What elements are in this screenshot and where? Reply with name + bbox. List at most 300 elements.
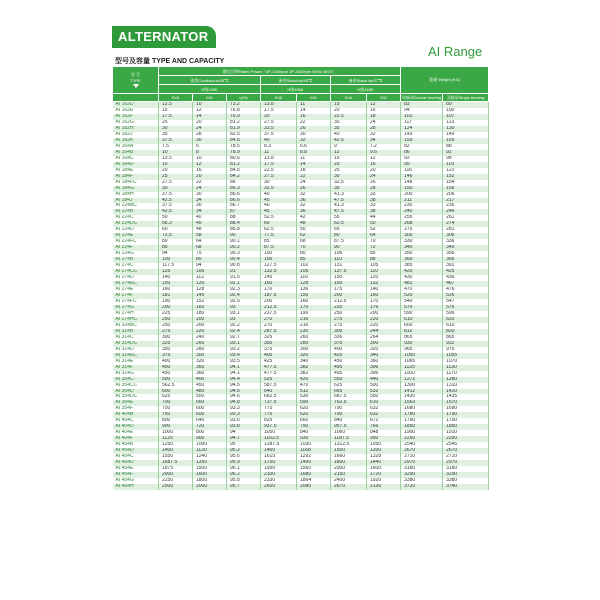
cell-kva-cont: 400 — [159, 359, 193, 365]
type-header-label: 型 号 TYPE — [130, 72, 141, 83]
cell-type: AI 274H — [113, 311, 159, 317]
cell-kw-27: 28 — [367, 186, 401, 192]
cell-kva-27: 175 — [331, 287, 367, 293]
cell-kw-27: 44 — [367, 215, 401, 221]
cell-kva-45: 270 — [261, 317, 297, 323]
cell-kva-cont: 42.5 — [159, 198, 193, 204]
cell-efficiency: 86.6 — [227, 198, 261, 204]
cell-kva-45: 87.5 — [261, 245, 297, 251]
cell-kva-45: 477.5 — [261, 365, 297, 371]
cell-weight-double: 2710 — [443, 454, 489, 460]
cell-weight-single: 3380 — [401, 478, 443, 484]
cell-kva-45: 350 — [261, 341, 297, 347]
cell-kva-27: 400 — [331, 347, 367, 353]
cell-kva-cont: 350 — [159, 347, 193, 353]
cell-kw-45: 36 — [297, 198, 331, 204]
cell-kw-cont: 30 — [193, 192, 227, 198]
cell-kva-cont: 125 — [159, 269, 193, 275]
cell-kva-45: 170 — [261, 287, 297, 293]
cell-kw-27: 33 — [367, 192, 401, 198]
cell-kw-cont: 200 — [193, 317, 227, 323]
cell-kw-27: 550 — [367, 394, 401, 400]
cell-weight-double: 1130 — [443, 365, 489, 371]
cell-type: AI 454F — [113, 472, 159, 478]
cell-kva-45: 375 — [261, 347, 297, 353]
cell-type: AI 404F — [113, 436, 159, 442]
cell-kva-27: 1500 — [331, 448, 367, 454]
cell-weight-double: 306 — [443, 233, 489, 239]
cell-weight-single: 1160 — [401, 371, 443, 377]
cell-weight-double: 610 — [443, 323, 489, 329]
cell-kva-cont: 27.5 — [159, 180, 193, 186]
cell-kw-45: 620 — [297, 406, 331, 412]
cell-kw-cont: 800 — [193, 430, 227, 436]
cell-weight-single: 1412 — [401, 389, 443, 395]
cell-kw-27: 1050 — [367, 442, 401, 448]
cell-kva-27: 375 — [331, 341, 367, 347]
cell-efficiency: 86.6 — [227, 192, 261, 198]
cell-weight-double: 547 — [443, 299, 489, 305]
cell-efficiency: 90.3 — [227, 251, 261, 257]
cell-type: AI 454G — [113, 478, 159, 484]
cell-kva-45: 187.5 — [261, 293, 297, 299]
kva-header-3: KVA — [331, 94, 367, 102]
cell-kva-45: 11 — [261, 150, 297, 156]
cell-kw-45: 150 — [297, 293, 331, 299]
cell-type: AI 274EC — [113, 281, 159, 287]
cell-weight-single: 95 — [401, 162, 443, 168]
cell-type: AI 314E — [113, 359, 159, 365]
cell-weight-double: 865 — [443, 335, 489, 341]
cell-weight-double: 206 — [443, 192, 489, 198]
cell-type: AI 162F — [113, 114, 159, 120]
cell-kva-45: 37.5 — [261, 132, 297, 138]
cell-kw-45: 26 — [297, 186, 331, 192]
weight-header: 重量 Weight (KG) — [401, 67, 489, 94]
cell-kw-45: 36 — [297, 209, 331, 215]
cell-kw-cont: 45 — [193, 221, 227, 227]
standby-27-header: 备用Stand by/27℃ — [331, 76, 401, 85]
cell-kva-cont: 56.3 — [159, 221, 193, 227]
cell-kva-27: 35 — [331, 186, 367, 192]
cell-weight-single: 590 — [401, 311, 443, 317]
cell-kw-cont: 68 — [193, 245, 227, 251]
cell-efficiency: 92.3 — [227, 287, 261, 293]
cell-kva-27: 250 — [331, 311, 367, 317]
cell-efficiency: 95 — [227, 442, 261, 448]
cell-kva-27: 957.5 — [331, 424, 367, 430]
capacity-table-body — [113, 102, 489, 490]
cell-kw-27: 18 — [367, 114, 401, 120]
cell-weight-double: 3180 — [443, 466, 489, 472]
cell-kva-27: 1800 — [331, 460, 367, 466]
cell-type: AI 184E — [113, 168, 159, 174]
cell-type: AI 354C — [113, 377, 159, 383]
cell-kva-27: 1312.5 — [331, 442, 367, 448]
cell-kva-27: 42.5 — [331, 138, 367, 144]
cell-efficiency: 88.4 — [227, 221, 261, 227]
cell-type: AI 324BC — [113, 323, 159, 329]
cell-kw-45: 62 — [297, 233, 331, 239]
cell-kw-cont: 112 — [193, 275, 227, 281]
cell-kw-45: 280 — [297, 341, 331, 347]
cell-kva-cont: 10 — [159, 150, 193, 156]
cell-type: AI 162G — [113, 120, 159, 126]
cell-kw-cont: 152 — [193, 299, 227, 305]
cell-weight-single: 540 — [401, 299, 443, 305]
cell-type: AI 162D — [113, 102, 159, 108]
cell-kva-45: 212.5 — [261, 305, 297, 311]
cell-kw-cont: 34 — [193, 209, 227, 215]
cell-weight-single: 360 — [401, 257, 443, 263]
cell-weight-single: 1780 — [401, 412, 443, 418]
cell-kva-cont: 72.5 — [159, 233, 193, 239]
cell-kva-cont: 800 — [159, 418, 193, 424]
cell-efficiency: 93.3 — [227, 412, 261, 418]
cell-efficiency: 94.6 — [227, 389, 261, 395]
cell-efficiency: 93.1 — [227, 341, 261, 347]
cell-weight-single: 470 — [401, 287, 443, 293]
cell-weight-single: 143 — [401, 132, 443, 138]
cell-kw-45: 30 — [297, 132, 331, 138]
cell-kw-cont: 640 — [193, 418, 227, 424]
cell-type: AI 314DC — [113, 341, 159, 347]
cell-weight-double: 1910 — [443, 430, 489, 436]
cell-kva-45: 937.5 — [261, 424, 297, 430]
cell-kw-45: 32 — [297, 192, 331, 198]
cell-weight-single: 255 — [401, 215, 443, 221]
cell-type: AI 274HC — [113, 317, 159, 323]
cell-efficiency: 87 — [227, 209, 261, 215]
cell-weight-double: 1170 — [443, 371, 489, 377]
cell-kw-cont: 30 — [193, 203, 227, 209]
cell-kw-27: 160 — [367, 293, 401, 299]
cell-efficiency: 90.8 — [227, 263, 261, 269]
cell-type: AI 274FC — [113, 299, 159, 305]
cell-kw-cont: 120 — [193, 281, 227, 287]
cell-kw-45: 160 — [297, 299, 331, 305]
cell-kva-45: 52.5 — [261, 215, 297, 221]
cell-kw-45: 216 — [297, 317, 331, 323]
cell-kva-cont: 25 — [159, 174, 193, 180]
rated-power-header: 额定功率Rated Power（4P-1500rpm 2P-3000rpm 50Hz 400V） — [159, 67, 401, 76]
cell-kw-27: 440 — [367, 377, 401, 383]
cell-weight-double: 92 — [443, 150, 489, 156]
cell-efficiency: 93.1 — [227, 311, 261, 317]
cell-weight-single: 1272 — [401, 377, 443, 383]
kva-header-1: KVA — [159, 94, 193, 102]
cell-kva-45: 60 — [261, 221, 297, 227]
cell-weight-single: 159 — [401, 138, 443, 144]
cell-kw-45: 1168 — [297, 448, 331, 454]
cell-kva-45: 662.5 — [261, 394, 297, 400]
cell-type: AI 224DC — [113, 221, 159, 227]
cell-kva-cont: 200 — [159, 305, 193, 311]
cell-kw-45: 16 — [297, 114, 331, 120]
standby-45-header: 备用Stand by/45℃ — [261, 76, 331, 85]
cell-kw-cont: 64 — [193, 239, 227, 245]
cell-kw-45: 1030 — [297, 442, 331, 448]
cell-type: AI 314B — [113, 329, 159, 335]
cell-weight-single: 3290 — [401, 472, 443, 478]
cell-weight-single: 570 — [401, 305, 443, 311]
cell-type: AI 224B — [113, 209, 159, 215]
cell-weight-single: 2540 — [401, 442, 443, 448]
cell-kw-45: 26 — [297, 126, 331, 132]
cell-kva-27: 425 — [331, 353, 367, 359]
cell-kw-cont: 1240 — [193, 454, 227, 460]
cell-weight-double: 366 — [443, 257, 489, 263]
cell-kva-cont: 750 — [159, 406, 193, 412]
cell-kva-27: 22.5 — [331, 114, 367, 120]
cell-weight-single: 200 — [401, 192, 443, 198]
cell-kw-cont: 1000 — [193, 442, 227, 448]
cell-efficiency: 93 — [227, 305, 261, 311]
cell-efficiency: 93.2 — [227, 347, 261, 353]
cell-kw-27: 72 — [367, 245, 401, 251]
cell-kva-45: 22.5 — [261, 168, 297, 174]
cell-type: AI 164D — [113, 162, 159, 168]
cell-kva-cont: 150 — [159, 281, 193, 287]
cell-efficiency: 92.7 — [227, 335, 261, 341]
cell-kw-45: 530 — [297, 394, 331, 400]
cell-kva-27: 1060 — [331, 430, 367, 436]
cell-kw-cont: 75 — [193, 251, 227, 257]
cell-kw-27: 1200 — [367, 448, 401, 454]
cell-type: AI 404B — [113, 412, 159, 418]
cell-weight-single: 1790 — [401, 418, 443, 424]
cell-type: AI 274CC — [113, 269, 159, 275]
cell-kw-45: 216 — [297, 323, 331, 329]
cell-kw-27: 85 — [367, 251, 401, 257]
cell-weight-single: 2710 — [401, 454, 443, 460]
cell-kw-45: 230 — [297, 329, 331, 335]
cell-kva-cont: 1687.5 — [159, 460, 193, 466]
cell-weight-single: 520 — [401, 293, 443, 299]
cell-kw-45: 1680 — [297, 472, 331, 478]
cell-weight-single: 146 — [401, 174, 443, 180]
cell-weight-single: 92 — [401, 156, 443, 162]
cell-kw-45: 512 — [297, 389, 331, 395]
cell-kw-45: 382 — [297, 371, 331, 377]
cell-efficiency: 95.6 — [227, 454, 261, 460]
cell-kw-cont: 20 — [193, 174, 227, 180]
cell-kw-45: 18 — [297, 168, 331, 174]
cell-weight-double: 165 — [443, 138, 489, 144]
cell-kw-cont: 145 — [193, 293, 227, 299]
cell-kva-cont: 375 — [159, 353, 193, 359]
cell-kva-45: 325 — [261, 335, 297, 341]
cell-type: AI 274G — [113, 305, 159, 311]
cell-weight-double: 89 — [443, 102, 489, 108]
cell-efficiency: 86 — [227, 180, 261, 186]
cell-efficiency: 95.2 — [227, 448, 261, 454]
cell-efficiency: 94.1 — [227, 371, 261, 377]
cell-efficiency: 76.8 — [227, 108, 261, 114]
cell-type: AI 454E — [113, 466, 159, 472]
cell-type: AI 224D — [113, 227, 159, 233]
cell-kva-cont: 625 — [159, 394, 193, 400]
double-bearing-header: 双轴承Single bearing — [443, 94, 489, 102]
cell-kva-cont: 140 — [159, 275, 193, 281]
cell-kw-27: 300 — [367, 341, 401, 347]
cell-kw-27: 220 — [367, 317, 401, 323]
cell-kw-27: 632 — [367, 406, 401, 412]
cell-kva-27: 275 — [331, 323, 367, 329]
cell-weight-single: 340 — [401, 245, 443, 251]
cell-kw-27: 532 — [367, 389, 401, 395]
cell-efficiency: 92.5 — [227, 299, 261, 305]
cell-weight-double: 1790 — [443, 412, 489, 418]
cell-efficiency: 81.2 — [227, 120, 261, 126]
cell-kw-27: 12 — [367, 102, 401, 108]
cell-kva-cont: 275 — [159, 329, 193, 335]
cell-kw-45: 340 — [297, 359, 331, 365]
cell-kva-45: 27.5 — [261, 174, 297, 180]
cell-kw-45: 382 — [297, 365, 331, 371]
cell-weight-single: 83 — [401, 102, 443, 108]
cell-weight-double: 391 — [443, 263, 489, 269]
cell-efficiency: 76.9 — [227, 114, 261, 120]
cell-kw-27: 340 — [367, 353, 401, 359]
range-title: AI Range — [428, 44, 483, 59]
cell-kw-27: 632 — [367, 412, 401, 418]
cell-kva-cont: 325 — [159, 341, 193, 347]
cell-kva-cont: 700 — [159, 400, 193, 406]
cell-kw-45: 590 — [297, 400, 331, 406]
cell-kw-45: 32 — [297, 138, 331, 144]
cell-kva-cont: 2000 — [159, 472, 193, 478]
cell-kva-cont: 13.5 — [159, 156, 193, 162]
cell-kw-cont: 160 — [193, 305, 227, 311]
cell-kva-cont: 12.5 — [159, 102, 193, 108]
cell-weight-double: 281 — [443, 227, 489, 233]
cell-efficiency: 93 — [227, 317, 261, 323]
cell-kva-45: 27.5 — [261, 120, 297, 126]
cell-type: AI 454C — [113, 454, 159, 460]
cell-weight-single: 2670 — [401, 448, 443, 454]
cell-type: AI 162E — [113, 108, 159, 114]
cell-kva-cont: 1000 — [159, 430, 193, 436]
cell-kw-cont: 28 — [193, 132, 227, 138]
cell-kw-cont: 48 — [193, 227, 227, 233]
cell-efficiency: 84.5 — [227, 168, 261, 174]
cell-weight-double: 217 — [443, 198, 489, 204]
cell-kw-27: 9.6 — [367, 150, 401, 156]
cell-kw-cont: 280 — [193, 347, 227, 353]
cell-weight-single: 1050 — [401, 353, 443, 359]
cell-weight-single: 82 — [401, 144, 443, 150]
cell-kw-cont: 16 — [193, 168, 227, 174]
cell-type: AI 184G — [113, 186, 159, 192]
cell-kva-45: 587.5 — [261, 383, 297, 389]
cell-weight-double: 3290 — [443, 472, 489, 478]
cell-kva-27: 1660 — [331, 454, 367, 460]
cell-kw-cont: 600 — [193, 412, 227, 418]
cell-type: AI 314F — [113, 365, 159, 371]
cell-kva-27: 15 — [331, 156, 367, 162]
cell-kva-45: 237.5 — [261, 311, 297, 317]
cell-efficiency: 90.1 — [227, 239, 261, 245]
cell-kw-27: 264 — [367, 335, 401, 341]
cell-kw-cont: 58 — [193, 233, 227, 239]
cell-kva-27: 790 — [331, 406, 367, 412]
cell-kw-cont: 10 — [193, 156, 227, 162]
cell-kw-27: 950 — [367, 436, 401, 442]
cell-kva-45: 85 — [261, 239, 297, 245]
cell-weight-double: 1850 — [443, 424, 489, 430]
cell-type: AI 164C — [113, 156, 159, 162]
cell-weight-double: 620 — [443, 317, 489, 323]
cell-kva-27: 550 — [331, 377, 367, 383]
cell-kw-27: 140 — [367, 287, 401, 293]
cell-kva-27: 30 — [331, 120, 367, 126]
cell-kva-45: 77.5 — [261, 233, 297, 239]
cell-kw-cont: 900 — [193, 436, 227, 442]
cell-kw-cont: 1800 — [193, 478, 227, 484]
cell-kw-45: 11 — [297, 102, 331, 108]
cell-kva-cont: 300 — [159, 335, 193, 341]
cell-weight-double: 100 — [443, 108, 489, 114]
cell-kva-27: 90 — [331, 245, 367, 251]
cell-weight-single: 385 — [401, 263, 443, 269]
cell-kw-cont: 12 — [193, 162, 227, 168]
cell-kw-cont: 480 — [193, 389, 227, 395]
cell-kva-45: 32.5 — [261, 186, 297, 192]
cell-weight-single: 1430 — [401, 394, 443, 400]
cell-kva-27: 762.5 — [331, 400, 367, 406]
cell-kva-27: 220 — [331, 305, 367, 311]
cell-weight-double: 526 — [443, 293, 489, 299]
cell-kw-27: 38 — [367, 209, 401, 215]
cell-kva-45: 33.5 — [261, 126, 297, 132]
cell-type: AI 224G — [113, 251, 159, 257]
cell-type: AI 182J — [113, 132, 159, 138]
cell-weight-single: 420 — [401, 269, 443, 275]
cell-kw-45: 32 — [297, 203, 331, 209]
cell-kw-45: 1560 — [297, 466, 331, 472]
cell-kw-27: 170 — [367, 299, 401, 305]
table-row — [113, 484, 489, 490]
cell-weight-double: 154 — [443, 180, 489, 186]
cell-kva-27: 41.3 — [331, 192, 367, 198]
cell-kva-cont: 600 — [159, 389, 193, 395]
cell-efficiency: 94 — [227, 430, 261, 436]
cell-type: AI 224F — [113, 245, 159, 251]
cell-kw-45: 70 — [297, 245, 331, 251]
cell-efficiency: 80.6 — [227, 156, 261, 162]
cell-kw-45: 136 — [297, 287, 331, 293]
cell-kw-cont: 450 — [193, 383, 227, 389]
cell-kva-45: 1162.5 — [261, 436, 297, 442]
cell-weight-single: 148 — [401, 180, 443, 186]
cell-weight-double: 2545 — [443, 442, 489, 448]
cell-efficiency: 90.2 — [227, 245, 261, 251]
cell-type: AI 354F — [113, 406, 159, 412]
cell-kw-27: 16 — [367, 162, 401, 168]
cell-kw-cont: 200 — [193, 323, 227, 329]
cell-type: AI 354D — [113, 389, 159, 395]
cell-kva-cont: 15 — [159, 108, 193, 114]
cell-kva-cont: 42.5 — [159, 209, 193, 215]
cell-kw-cont: 500 — [193, 394, 227, 400]
cell-weight-single: 1300 — [401, 383, 443, 389]
cell-kw-27: 24 — [367, 120, 401, 126]
cell-kw-27: 34 — [367, 138, 401, 144]
cell-efficiency: 93.6 — [227, 418, 261, 424]
cell-kva-45: 2330 — [261, 478, 297, 484]
cell-kw-45: 85 — [297, 257, 331, 263]
